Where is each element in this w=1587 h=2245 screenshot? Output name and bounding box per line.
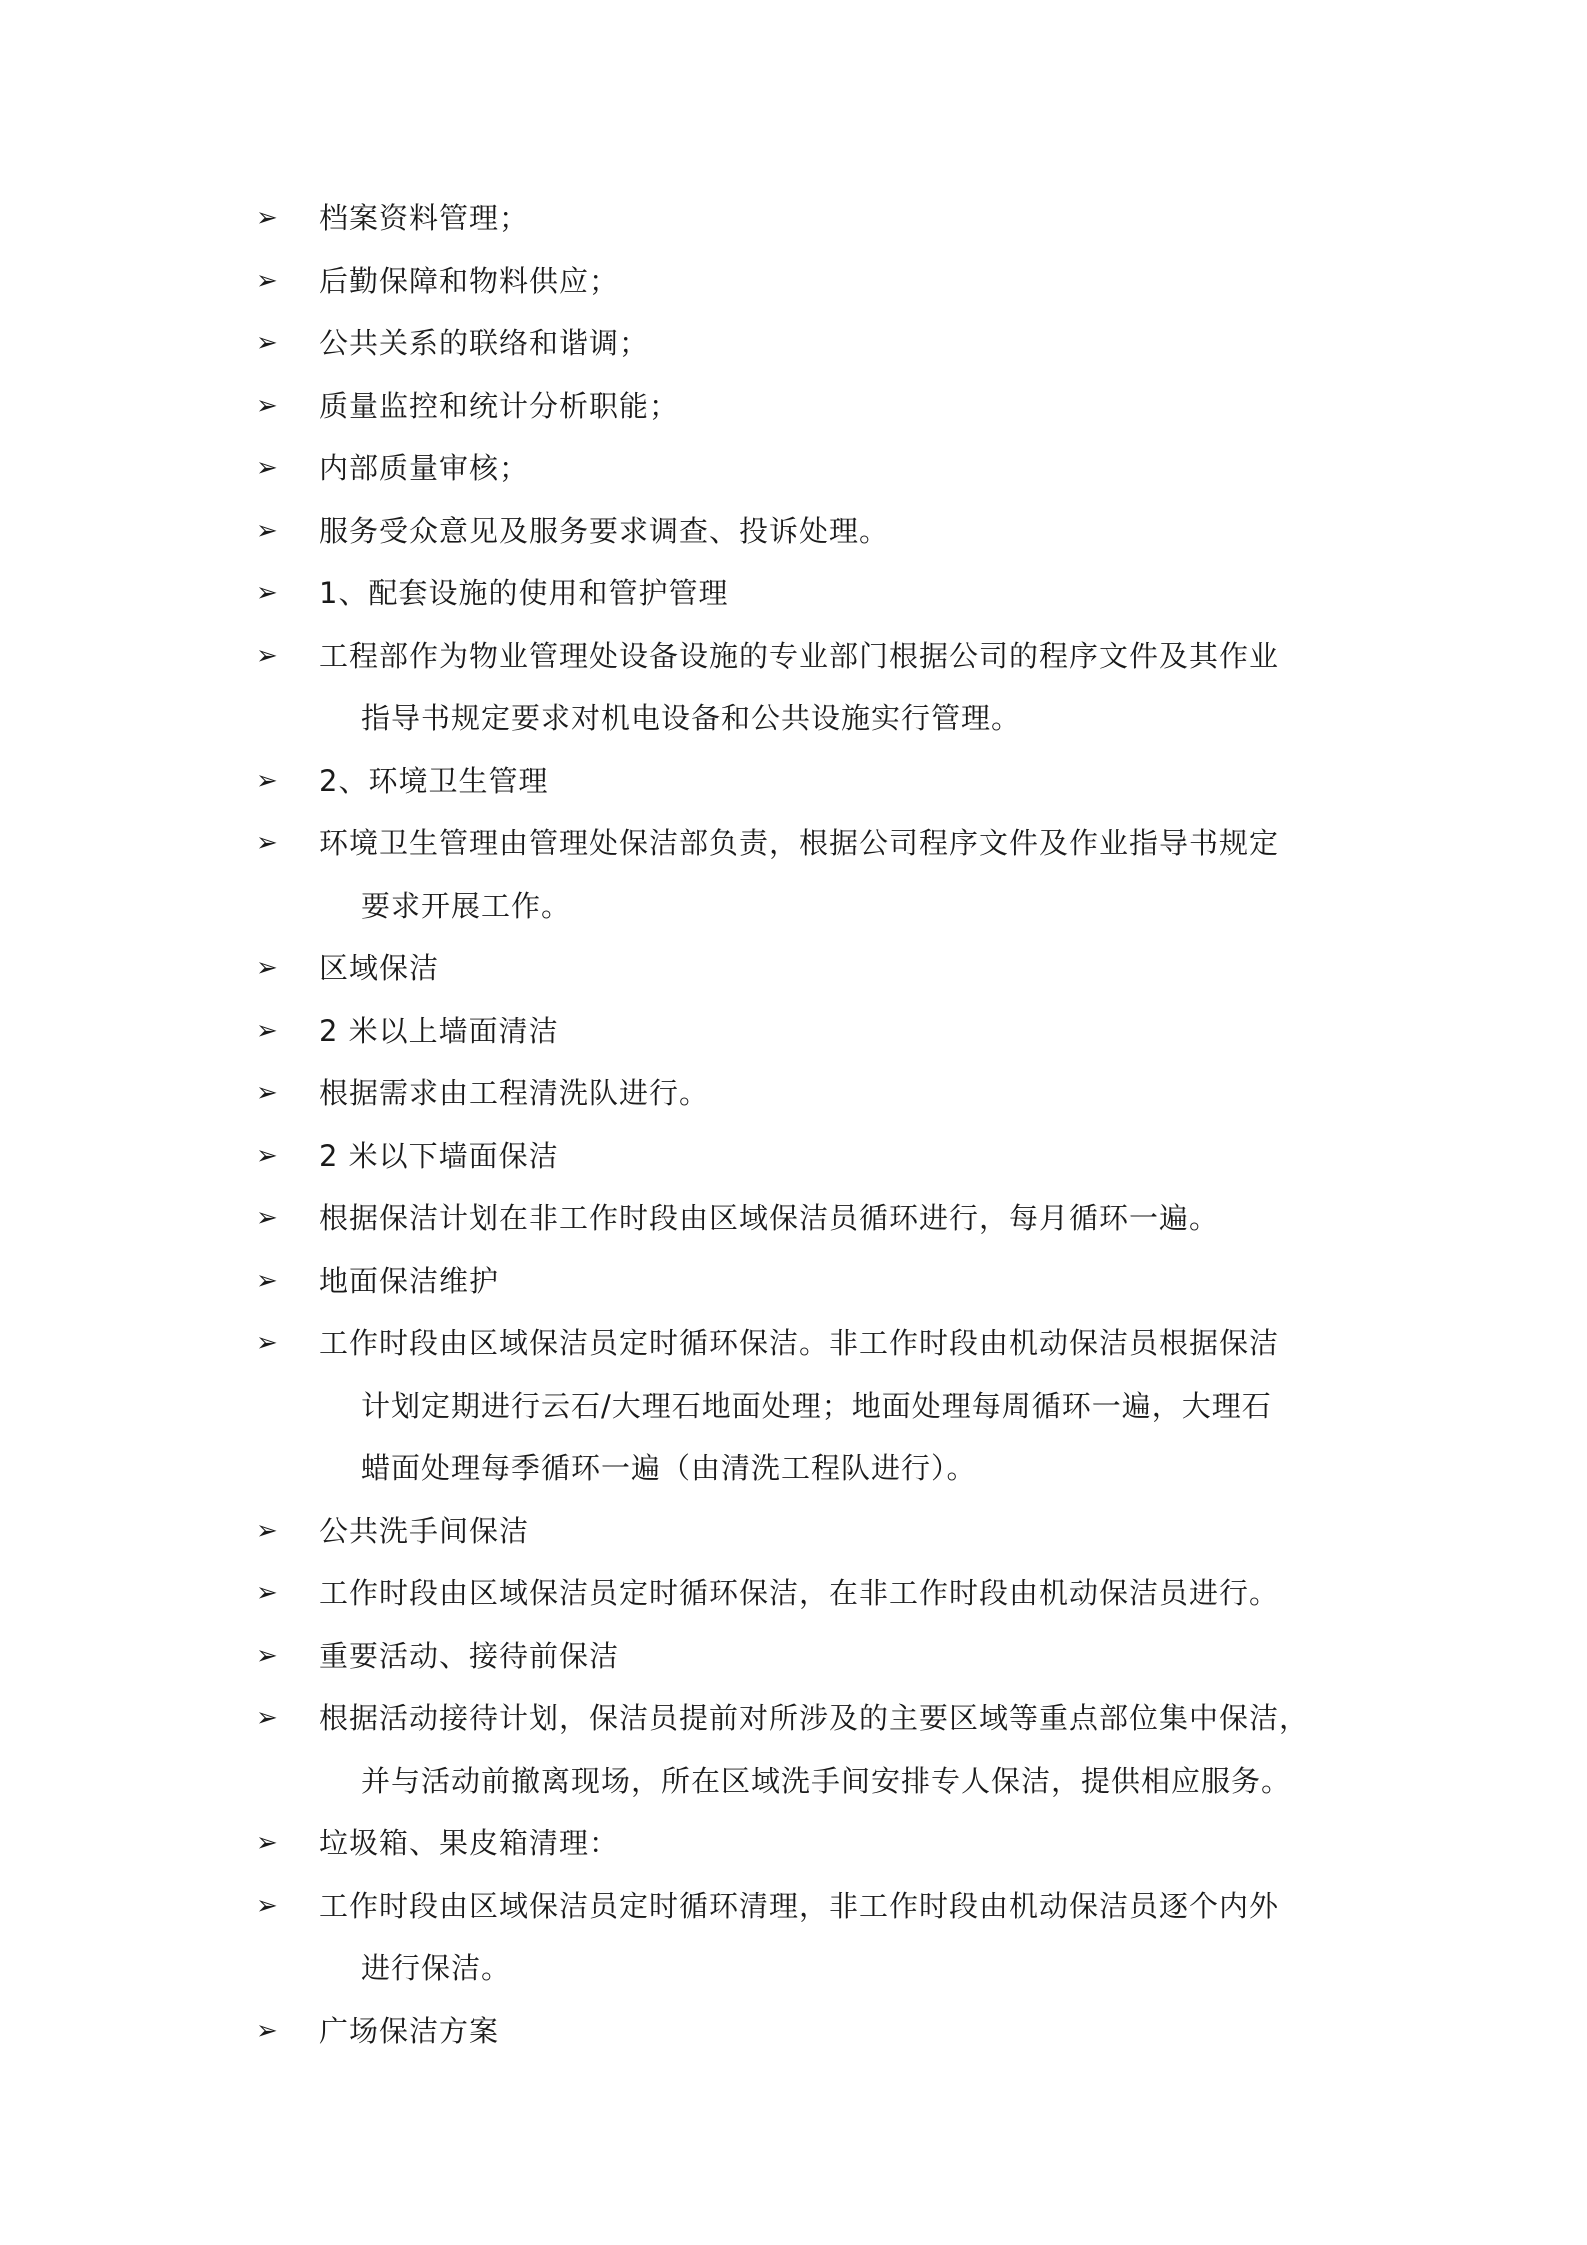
list-item-text: 工作时段由区域保洁员定时循环清理，非工作时段由机动保洁员逐个内外 — [319, 1888, 1280, 1923]
list-item-text: 进行保洁。 — [361, 1951, 512, 1985]
list-item-text: 重要活动、接待前保洁 — [319, 1638, 620, 1673]
arrow-bullet-icon: ➢ — [256, 1015, 279, 1046]
list-item-text: 根据保洁计划在非工作时段由区域保洁员循环进行，每月循环一遍。 — [319, 1201, 1220, 1235]
arrow-bullet-icon: ➢ — [256, 515, 279, 546]
arrow-bullet-icon: ➢ — [256, 1203, 279, 1233]
arrow-bullet-icon: ➢ — [256, 1890, 279, 1921]
arrow-bullet-icon: ➢ — [256, 328, 279, 358]
list-item-text: 工作时段由区域保洁员定时循环保洁。非工作时段由机动保洁员根据保洁 — [319, 1326, 1280, 1360]
list-item — [256, 562, 1356, 625]
list-item-text: 服务受众意见及服务要求调查、投诉处理。 — [319, 513, 890, 548]
arrow-bullet-icon: ➢ — [256, 1328, 279, 1358]
list-item — [256, 1562, 1356, 1625]
list-item — [256, 500, 1356, 563]
arrow-bullet-icon: ➢ — [256, 453, 279, 483]
list-item-text: 垃圾箱、果皮箱清理： — [319, 1826, 620, 1860]
list-item-text: 2 米以下墙面保洁 — [319, 1138, 559, 1173]
arrow-bullet-icon: ➢ — [256, 828, 279, 858]
list-item-text: 指导书规定要求对机电设备和公共设施实行管理。 — [361, 701, 1022, 735]
arrow-bullet-icon: ➢ — [256, 2015, 279, 2046]
list-item-text: 2、环境卫生管理 — [319, 763, 549, 798]
list-item-text: 地面保洁维护 — [319, 1263, 500, 1298]
arrow-bullet-icon: ➢ — [256, 390, 279, 421]
arrow-bullet-icon: ➢ — [256, 1828, 279, 1858]
arrow-bullet-icon: ➢ — [256, 1515, 279, 1546]
list-item-text: 工程部作为物业管理处设备设施的专业部门根据公司的程序文件及其作业 — [319, 638, 1280, 673]
arrow-bullet-icon: ➢ — [256, 1265, 279, 1296]
list-item — [256, 750, 1356, 813]
list-item-text: 内部质量审核； — [319, 451, 530, 485]
list-item-text: 蜡面处理每季循环一遍（由清洗工程队进行）。 — [361, 1451, 977, 1485]
list-item — [256, 2000, 1356, 2063]
list-item-text: 环境卫生管理由管理处保洁部负责，根据公司程序文件及作业指导书规定 — [319, 826, 1280, 860]
arrow-bullet-icon: ➢ — [256, 1140, 279, 1171]
list-item — [256, 1062, 1356, 1125]
arrow-bullet-icon: ➢ — [256, 203, 279, 233]
list-item — [256, 312, 1356, 375]
list-item — [256, 1250, 1356, 1313]
list-item-text: 根据需求由工程清洗队进行。 — [319, 1076, 710, 1110]
list-item-text: 公共关系的联络和谐调； — [319, 326, 650, 360]
list-item — [256, 437, 1356, 500]
arrow-bullet-icon: ➢ — [256, 1703, 279, 1733]
list-item-text: 2 米以上墙面清洁 — [319, 1013, 559, 1048]
list-item-text: 区域保洁 — [319, 951, 440, 985]
arrow-bullet-icon: ➢ — [256, 578, 279, 608]
list-item-text: 计划定期进行云石/大理石地面处理；地面处理每周循环一遍，大理石 — [361, 1388, 1272, 1423]
list-item-text: 档案资料管理； — [319, 201, 530, 235]
list-item — [256, 1687, 1356, 1812]
list-item — [256, 1625, 1356, 1688]
list-item — [256, 187, 1356, 250]
arrow-bullet-icon: ➢ — [256, 265, 279, 296]
arrow-bullet-icon: ➢ — [256, 765, 279, 796]
list-item-text: 质量监控和统计分析职能； — [319, 388, 680, 423]
list-item — [256, 1812, 1356, 1875]
list-item-text: 根据活动接待计划，保洁员提前对所涉及的主要区域等重点部位集中保洁， — [319, 1701, 1310, 1735]
list-item — [256, 375, 1356, 438]
list-item — [256, 1000, 1356, 1063]
list-item-text: 工作时段由区域保洁员定时循环保洁，在非工作时段由机动保洁员进行。 — [319, 1576, 1280, 1610]
list-item — [256, 625, 1356, 750]
list-item — [256, 1187, 1356, 1250]
arrow-bullet-icon: ➢ — [256, 1578, 279, 1608]
arrow-bullet-icon: ➢ — [256, 953, 279, 983]
list-item-text: 公共洗手间保洁 — [319, 1513, 530, 1548]
bullet-list — [256, 187, 1356, 2062]
list-item — [256, 812, 1356, 937]
list-item — [256, 1500, 1356, 1563]
arrow-bullet-icon: ➢ — [256, 1078, 279, 1108]
arrow-bullet-icon: ➢ — [256, 640, 279, 671]
list-item-text: 广场保洁方案 — [319, 2013, 500, 2048]
list-item — [256, 1875, 1356, 2000]
arrow-bullet-icon: ➢ — [256, 1640, 279, 1671]
list-item-text: 1、配套设施的使用和管护管理 — [319, 576, 729, 610]
list-item — [256, 1125, 1356, 1188]
list-item-text: 要求开展工作。 — [361, 888, 572, 923]
list-item — [256, 1312, 1356, 1500]
list-item-text: 并与活动前撤离现场，所在区域洗手间安排专人保洁，提供相应服务。 — [361, 1763, 1292, 1798]
list-item-text: 后勤保障和物料供应； — [319, 263, 620, 298]
list-item — [256, 250, 1356, 313]
list-item — [256, 937, 1356, 1000]
